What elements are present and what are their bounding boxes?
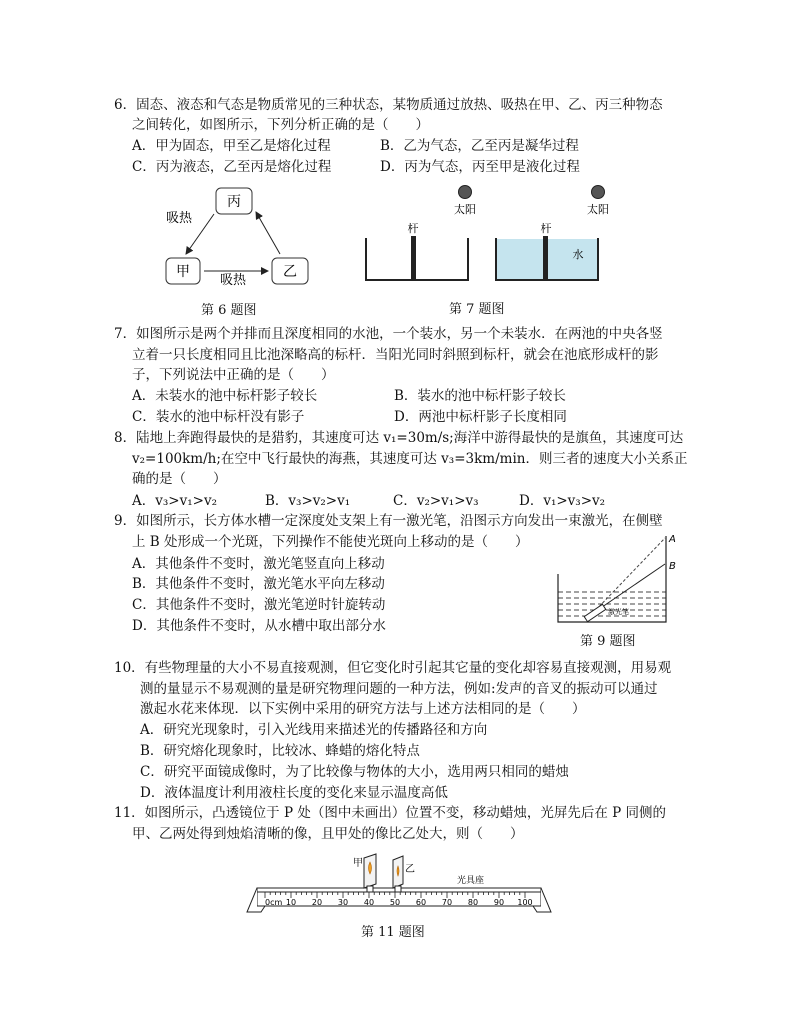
q7-stem-line3: 子，下列说法中正确的是（ ） bbox=[132, 367, 335, 383]
q9-laser-pen bbox=[584, 604, 606, 621]
q11-stem-line1: 11．如图所示，凸透镜位于 P 处（图中未画出）位置不变，移动蜡烛，光屏先后在 P 同侧的 bbox=[114, 805, 667, 821]
q6-caption: 第 6 题图 bbox=[201, 303, 257, 318]
q10-option-c: C．研究平面镜成像时，为了比较像与物体的大小，选用两只相同的蜡烛 bbox=[140, 764, 569, 780]
q7-label-water: 水 bbox=[572, 248, 584, 261]
q9-label-b: B bbox=[669, 561, 676, 572]
q6-option-c: C．丙为液态，乙至丙是熔化过程 bbox=[132, 159, 332, 175]
q9-stem-line1: 9．如图所示，长方体水槽一定深度处支架上有一激光笔，沿图示方向发出一束激光，在侧壁 bbox=[114, 513, 663, 529]
q6-option-b: B．乙为气态，乙至丙是凝华过程 bbox=[380, 138, 579, 154]
q9-stem-line2: 上 B 处形成一个光斑，下列操作不能使光斑向上移动的是（ ） bbox=[132, 534, 529, 550]
q6-label-yi: 乙 bbox=[283, 264, 297, 280]
q11-scale-label: 100 bbox=[517, 898, 533, 907]
q9-caption: 第 9 题图 bbox=[580, 634, 636, 649]
q11-scale-label: 10 bbox=[285, 898, 297, 907]
q11-label-yi: 乙 bbox=[405, 864, 415, 875]
q7-pole-right bbox=[543, 236, 548, 280]
q6-stem-line2: 之间转化，如图所示，下列分析正确的是（ ） bbox=[132, 117, 429, 133]
q7-stem-line1: 7．如图所示是两个并排而且深度相同的水池，一个装水，另一个未装水．在两池的中央各竖 bbox=[114, 326, 663, 342]
q9-refracted-ray bbox=[624, 564, 665, 592]
q7-pool-empty bbox=[366, 238, 468, 280]
q7-caption: 第 7 题图 bbox=[449, 302, 505, 317]
q6-arrow-yi-to-bing bbox=[256, 212, 280, 254]
q7-option-c: C．装水的池中标杆没有影子 bbox=[132, 409, 305, 425]
q11-scale-label: 30 bbox=[337, 898, 349, 907]
q9-option-b: B．其他条件不变时，激光笔水平向左移动 bbox=[132, 576, 385, 592]
q7-option-b: B．装水的池中标杆影子较长 bbox=[394, 388, 566, 404]
q11-flame-image-yi bbox=[397, 866, 399, 876]
q8-option-c: C．v₂>v₁>v₃ bbox=[393, 493, 479, 509]
q7-stem-line2: 立着一只长度相同且比池深略高的标杆．当阳光同时斜照到标杆，就会在池底形成杆的影 bbox=[132, 347, 659, 363]
q11-holder-jia bbox=[367, 886, 373, 892]
q10-stem-line3: 激起水花来体现．以下实例中采用的研究方法与上述方法相同的是（ ） bbox=[140, 701, 586, 717]
q11-optical-bench bbox=[243, 848, 553, 918]
q11-scale-label: 20 bbox=[311, 898, 323, 907]
q11-scale-label: 90 bbox=[493, 898, 505, 907]
q11-scale-label: 50 bbox=[389, 898, 401, 907]
q7-option-d: D．两池中标杆影子长度相同 bbox=[394, 409, 567, 425]
q6-stem-line1: 6．固态、液态和气态是物质常见的三种状态，某物质通过放热、吸热在甲、乙、丙三种物态 bbox=[114, 97, 663, 113]
q9-label-pen: 激光笔 bbox=[608, 608, 629, 616]
q6-label-bing: 丙 bbox=[227, 194, 241, 210]
q9-label-a: A bbox=[669, 534, 676, 545]
q9-option-c: C．其他条件不变时，激光笔逆时针旋转动 bbox=[132, 597, 386, 613]
q7-label-sun-right: 太阳 bbox=[587, 203, 609, 216]
q9-ray-to-a bbox=[592, 538, 665, 614]
q11-scale-label: 80 bbox=[467, 898, 479, 907]
q6-label-absorb-2: 吸热 bbox=[220, 273, 247, 288]
q6-state-diagram bbox=[150, 182, 330, 290]
q11-flame-image-jia bbox=[369, 862, 372, 874]
q8-stem-line3: 确的是（ ） bbox=[132, 471, 227, 487]
q7-pools-diagram bbox=[360, 182, 610, 290]
q11-label-bench: 光具座 bbox=[457, 876, 485, 886]
q7-sun-left bbox=[459, 186, 472, 199]
q6-option-a: A．甲为固态，甲至乙是熔化过程 bbox=[132, 138, 331, 154]
q11-scale-label: 60 bbox=[415, 898, 427, 907]
q8-stem-line2: v₂=100km/h;在空中飞行最快的海燕，其速度可达 v₃=3km/min．则三者的速度大小关系正 bbox=[132, 451, 688, 467]
q11-scale-label: 70 bbox=[441, 898, 453, 907]
q11-scale-label: 40 bbox=[363, 898, 375, 907]
q7-pole-left bbox=[411, 236, 416, 280]
q8-option-a: A．v₃>v₁>v₂ bbox=[132, 493, 217, 509]
q11-holder-yi bbox=[395, 886, 401, 892]
q10-stem-line2: 测的量显示不易观测的量是研究物理问题的一种方法，例如:发声的音叉的振动可以通过 bbox=[140, 681, 658, 697]
q11-scale-label: 0cm bbox=[265, 898, 283, 907]
q10-stem-line1: 10．有些物理量的大小不易直接观测，但它变化时引起其它量的变化却容易直接观测，用易观 bbox=[114, 660, 672, 676]
q7-label-pole-left: 杆 bbox=[407, 222, 419, 235]
q7-label-sun-left: 太阳 bbox=[454, 203, 476, 216]
q10-option-d: D．液体温度计利用液柱长度的变化来显示温度高低 bbox=[140, 785, 448, 801]
q7-sun-right bbox=[592, 186, 605, 199]
q11-caption: 第 11 题图 bbox=[361, 925, 425, 940]
q7-label-pole-right: 杆 bbox=[540, 222, 552, 235]
q9-tank-diagram bbox=[552, 534, 688, 624]
q6-label-jia: 甲 bbox=[176, 264, 190, 280]
q6-label-absorb-1: 吸热 bbox=[166, 211, 193, 226]
q8-option-d: D．v₁>v₃>v₂ bbox=[519, 493, 606, 509]
q9-option-a: A．其他条件不变时，激光笔竖直向上移动 bbox=[132, 556, 385, 572]
q8-option-b: B．v₃>v₂>v₁ bbox=[265, 493, 351, 509]
q8-stem-line1: 8．陆地上奔跑得最快的是猎豹，其速度可达 v₁=30m/s;海洋中游得最快的是旗鱼，其速度可达 bbox=[114, 430, 684, 446]
q11-stem-line2: 甲、乙两处得到烛焰清晰的像，且甲处的像比乙处大，则（ ） bbox=[132, 826, 524, 842]
q9-option-d: D．其他条件不变时，从水槽中取出部分水 bbox=[132, 618, 386, 634]
q11-label-jia: 甲 bbox=[353, 858, 363, 869]
q7-option-a: A．未装水的池中标杆影子较长 bbox=[132, 388, 318, 404]
q10-option-a: A．研究光现象时，引入光线用来描述光的传播路径和方向 bbox=[140, 722, 488, 738]
q6-option-d: D．丙为气态，丙至甲是液化过程 bbox=[380, 159, 580, 175]
q10-option-b: B．研究熔化现象时，比较冰、蜂蜡的熔化特点 bbox=[140, 743, 420, 759]
